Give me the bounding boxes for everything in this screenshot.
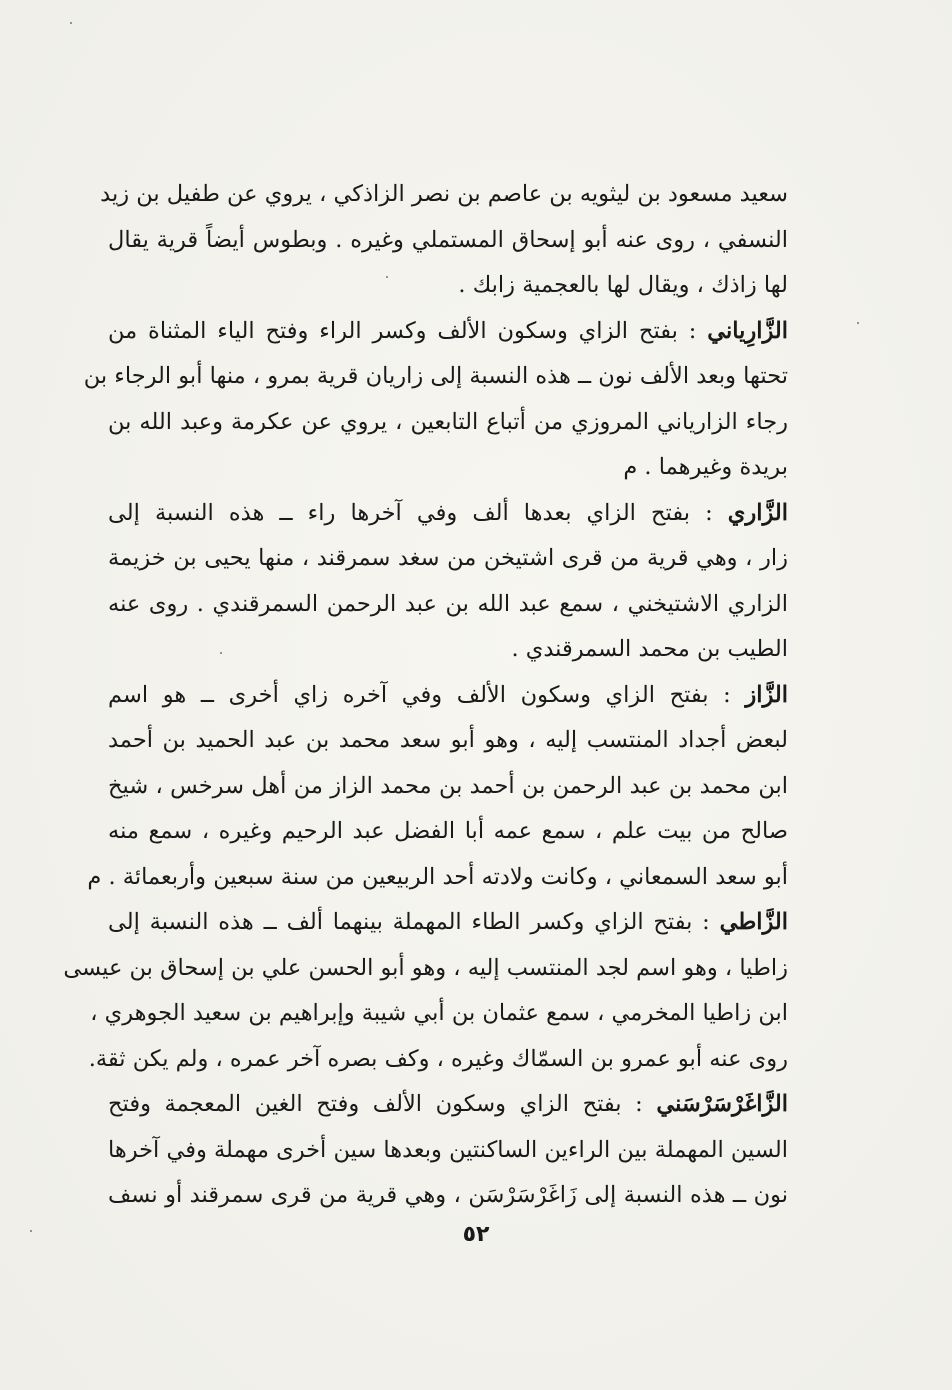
- scan-speck: [220, 652, 222, 654]
- entry-zaryani: [83, 309, 788, 491]
- entry-text: : بفتح الزاي بعدها ألف وفي آخرها راء ــ هذه النسبة إلى: [108, 499, 728, 526]
- scan-speck: [70, 22, 72, 24]
- text-line: تحتها وبعد الألف نون ــ هذه النسبة إلى زاريان قرية بمرو ، منها أبو الرجاء بن: [83, 363, 788, 389]
- entry-heading: الزَّارِياني: [707, 317, 788, 344]
- text-line: روى عنه أبو عمرو بن السمّاك وغيره ، وكف بصره آخر عمره ، ولم يكن ثقة.: [88, 1045, 788, 1072]
- text-line: لبعض أجداد المنتسب إليه ، وهو أبو سعد محمد بن عبد الحميد بن أحمد: [108, 727, 788, 753]
- scan-speck: [30, 1230, 32, 1232]
- page-number: ٥٢: [462, 1222, 490, 1247]
- text-line: ابن محمد بن عبد الرحمن بن أحمد بن محمد الزاز من أهل سرخس ، شيخ: [108, 772, 788, 799]
- text-line: رجاء الزارياني المروزي من أتباع التابعين ، يروي عن عكرمة وعبد الله بن: [108, 408, 788, 435]
- text-line: ابن زاطيا المخرمي ، سمع عثمان بن أبي شيبة وإبراهيم بن سعيد الجوهري ،: [90, 1000, 788, 1026]
- text-line: بريدة وغيرهما . م: [623, 454, 788, 480]
- scan-speck: [386, 276, 388, 278]
- text-line: أبو سعد السمعاني ، وكانت ولادته أحد الربيعين من سنة سبعين وأربعمائة . م: [87, 863, 788, 890]
- text-line: زاطيا ، وهو اسم لجد المنتسب إليه ، وهو أبو الحسن علي بن إسحاق بن عيسى: [63, 954, 788, 981]
- text-line: [108, 491, 788, 537]
- entry-zari: [108, 491, 788, 673]
- text-line: [108, 673, 788, 719]
- text-line: الطيب بن محمد السمرقندي .: [511, 636, 788, 662]
- entry-heading: الزَّاغَرْسَرْسَني: [656, 1091, 788, 1117]
- text-line: [108, 309, 788, 355]
- text-line: صالح من بيت علم ، سمع عمه أبا الفضل عبد الرحيم وغيره ، سمع منه: [108, 818, 788, 844]
- entry-text: : بفتح الزاي وكسر الطاء المهملة بينهما ألف ــ هذه النسبة إلى: [108, 909, 720, 935]
- paragraph-continuation: [100, 172, 788, 309]
- text-line: لها زاذك ، ويقال لها بالعجمية زابك .: [458, 272, 788, 298]
- entry-text: : بفتح الزاي وسكون الألف وفي آخره زاي أخرى ــ هو اسم: [108, 681, 746, 708]
- entry-heading: الزَّاز: [745, 681, 788, 708]
- entry-zaghrsarsani: [108, 1082, 788, 1219]
- text-line: السين المهملة بين الراءين الساكنتين وبعدها سين أخرى مهملة وفي آخرها: [108, 1136, 788, 1163]
- entry-zati: [63, 900, 788, 1082]
- entry-zaz: [87, 673, 788, 901]
- entry-heading: الزَّاطي: [719, 909, 788, 935]
- text-line: [108, 900, 788, 946]
- text-line: زار ، وهي قرية من قرى اشتيخن من سغد سمرقند ، منها يحيى بن خزيمة: [108, 545, 788, 571]
- entry-text: : بفتح الزاي وسكون الألف وفتح الغين المعجمة وفتح: [108, 1091, 657, 1117]
- entry-text: : بفتح الزاي وسكون الألف وكسر الراء وفتح الياء المثناة من: [108, 317, 708, 344]
- body-text: [63, 172, 788, 1219]
- scan-speck: [857, 322, 859, 324]
- text-line: سعيد مسعود بن ليثويه بن عاصم بن نصر الزاذكي ، يروي عن طفيل بن زيد: [100, 181, 788, 207]
- entry-heading: الزَّاري: [727, 499, 788, 526]
- text-line: النسفي ، روى عنه أبو إسحاق المستملي وغيره . وبطوس أيضاً قرية يقال: [108, 226, 788, 253]
- text-line: نون ــ هذه النسبة إلى زَاغَرْسَرْسَن ، وهي قرية من قرى سمرقند أو نسف: [108, 1182, 788, 1208]
- text-line: الزاري الاشتيخني ، سمع عبد الله بن عبد الرحمن السمرقندي . روى عنه: [108, 590, 788, 617]
- text-line: [108, 1082, 788, 1128]
